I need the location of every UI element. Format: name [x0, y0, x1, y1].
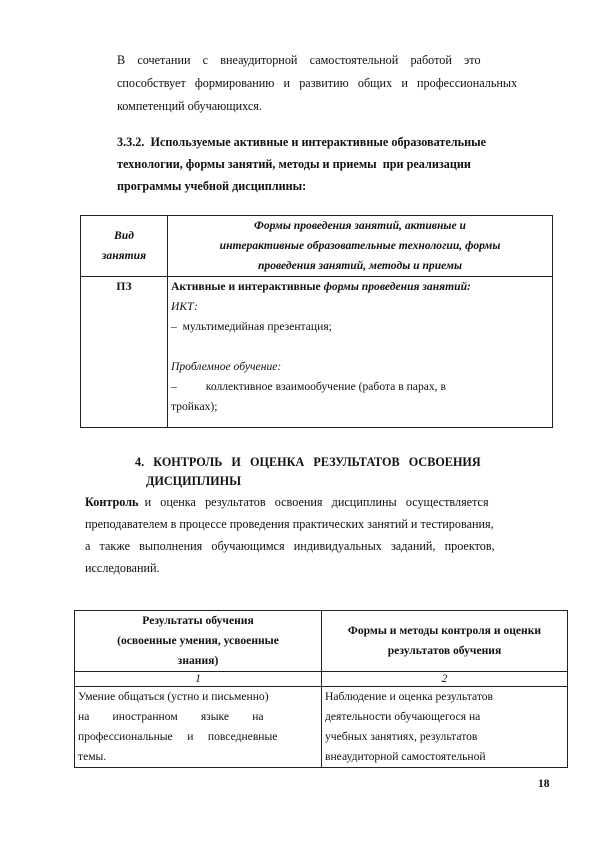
problem-item-line-1: – коллективное взаимообучение (работа в парах, в	[171, 380, 446, 393]
page-number: 18	[538, 778, 550, 790]
header-text: Формы и методы контроля и оценки	[347, 624, 542, 637]
section-332-line-3: программы учебной дисциплины:	[117, 179, 307, 193]
header-text: Формы проведения занятий, активные и	[254, 219, 466, 232]
section-4-title-line-1: 4. КОНТРОЛЬ И ОЦЕНКА РЕЗУЛЬТАТОВ ОСВОЕНИЯ	[135, 455, 481, 469]
section-4-para-line-4: исследований.	[85, 561, 160, 575]
header-cell-forms	[168, 216, 553, 277]
results-table	[74, 610, 568, 768]
forms-line	[171, 277, 549, 297]
result-line: темы.	[78, 750, 107, 763]
header-text: Результаты обучения	[142, 614, 254, 627]
header-text: проведения занятий, методы и приемы	[257, 259, 463, 272]
result-cell	[75, 687, 322, 768]
table-row	[81, 277, 553, 428]
ikt-item: – мультимедийная презентация;	[171, 320, 332, 333]
header-text: занятия	[101, 249, 147, 262]
table-row	[75, 687, 568, 768]
section-4-para-line-1	[85, 492, 489, 512]
header-text: Вид	[114, 229, 134, 242]
lesson-type-cell	[81, 277, 168, 428]
section-4-para-line-2: преподавателем в процессе проведения практических занятий и тестирования,	[85, 517, 494, 531]
result-line: профессиональные и повседневные	[78, 730, 278, 743]
forms-line-italic: формы проведения занятий:	[323, 280, 471, 293]
problem-item-line-2: тройках);	[171, 400, 218, 413]
table-header-row	[81, 216, 553, 277]
problem-label: Проблемное обучение:	[171, 360, 282, 373]
column-number-2: 2	[322, 672, 568, 687]
forms-line-normal: Активные и интерактивные	[171, 280, 324, 293]
method-line: Наблюдение и оценка результатов	[325, 690, 494, 703]
header-cell-results	[75, 611, 322, 672]
method-line: деятельности обучающегося на	[325, 710, 481, 723]
method-line: учебных занятиях, результатов	[325, 730, 478, 743]
header-text: знания)	[177, 654, 219, 667]
table-header-row	[75, 611, 568, 672]
method-line: внеаудиторной самостоятельной	[325, 750, 486, 763]
column-number-1: 1	[75, 672, 322, 687]
column-number-row	[75, 672, 568, 687]
section-332-line-1: 3.3.2. Используемые активные и интерактивные образовательные	[117, 135, 487, 149]
section-332-line-2: технологии, формы занятий, методы и приемы при реализации	[117, 157, 471, 171]
header-text: (освоенные умения, усвоенные	[117, 634, 279, 647]
header-cell-lesson-type	[81, 216, 168, 277]
forms-cell	[168, 277, 553, 428]
header-text: интерактивные образовательные технологии, формы	[219, 239, 501, 252]
result-line: на иностранном языке на	[78, 710, 264, 723]
method-cell	[322, 687, 568, 768]
header-cell-methods	[322, 611, 568, 672]
ikt-label: ИКТ:	[171, 300, 198, 313]
intro-line-2: способствует формированию и развитию общих и профессиональных	[117, 76, 518, 90]
intro-line-3: компетенций обучающихся.	[117, 99, 262, 113]
lesson-type-text: ПЗ	[116, 280, 132, 293]
result-line: Умение общаться (устно и письменно)	[78, 690, 269, 703]
header-text: результатов обучения	[387, 644, 502, 657]
section-4-title-line-2: ДИСЦИПЛИНЫ	[146, 474, 242, 488]
intro-line-1: В сочетании с внеаудиторной самостоятельной работой это	[117, 53, 481, 67]
teaching-forms-table	[80, 215, 553, 428]
para-line-1-rest: и оценка результатов освоения дисциплины осуществляется	[138, 495, 489, 509]
para-bold-word: Контроль	[85, 495, 139, 509]
section-4-para-line-3: а также выполнения обучающимся индивидуальных заданий, проектов,	[85, 539, 495, 553]
